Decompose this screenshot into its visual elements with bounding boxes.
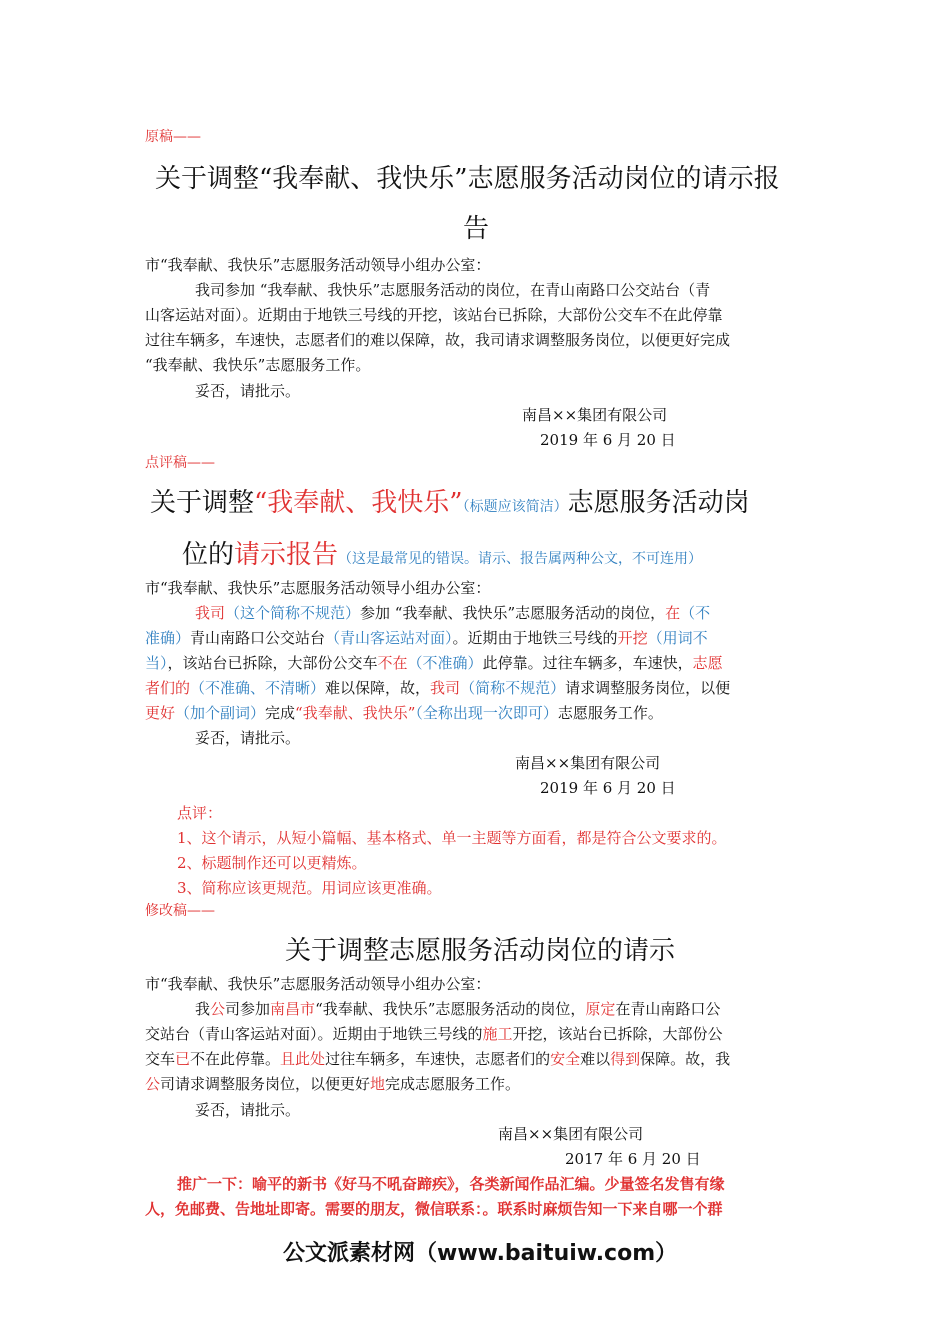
revised-text: “我奉献、我快乐”志愿服务活动的岗位，: [315, 1000, 586, 1018]
revised-body-line: [145, 1023, 723, 1044]
revised-text: 在青山南路口公: [615, 1000, 721, 1018]
review-flag: 我司: [195, 604, 226, 622]
revised-text: 过往车辆多，车速快，志愿者们的: [325, 1050, 551, 1068]
review-date: 2019 年 6 月 20 日: [540, 779, 676, 797]
review-text: 此停靠。过往车辆多，车速快，: [482, 654, 693, 672]
review-note: （用词不: [647, 629, 708, 647]
promo-line2: 人，免邮费、告地址即寄。需要的朋友，微信联系：。联系时麻烦告知一下来自哪一个群: [145, 1200, 723, 1218]
review-flag: 者们的: [145, 679, 191, 697]
revised-body-line: [145, 1048, 730, 1069]
review-note: （简称不规范）: [460, 679, 566, 697]
review-closing: 妥否，请批示。: [195, 729, 301, 747]
review-flag: 更好: [145, 704, 176, 722]
original-body-line: “我奉献、我快乐”志愿服务工作。: [145, 356, 371, 374]
review-title-line1: [150, 482, 750, 519]
review-text: 青山南路口公交站台: [190, 629, 326, 647]
revised-closing: 妥否，请批示。: [195, 1101, 301, 1119]
review-note: （青山客运站对面）: [325, 629, 453, 647]
original-body-line: 我司参加 “我奉献、我快乐”志愿服务活动的岗位，在青山南路口公交站台（青: [195, 281, 711, 299]
review-note: （这个简称不规范）: [225, 604, 361, 622]
site-footer[interactable]: 公文派素材网（www.baituiw.com）: [283, 1241, 678, 1266]
revised-body-line: [195, 998, 720, 1019]
review-text: 完成: [265, 704, 296, 722]
revised-edit: 公: [210, 1000, 226, 1018]
review-body-line: [145, 627, 708, 648]
review-title-note: （这是最常见的错误。请示、报告属两种公文，不可连用）: [338, 551, 703, 567]
revised-label: 修改稿——: [145, 903, 215, 919]
review-text: 参加 “我奉献、我快乐”志愿服务活动的岗位，: [360, 604, 666, 622]
revised-text: 保障。故，我: [640, 1050, 731, 1068]
revised-edit: 地: [370, 1075, 386, 1093]
original-body-line: 山客运站对面）。近期由于地铁三号线的开挖，该站台已拆除，大部份公交车不在此停靠: [145, 306, 723, 324]
promo-line1: 推广一下：喻平的新书《好马不吼奋蹄疾》，各类新闻作品汇编。少量签名发售有缘: [177, 1175, 725, 1193]
review-label: 点评稿——: [145, 455, 215, 471]
original-closing: 妥否，请批示。: [195, 382, 301, 400]
review-body-line: [195, 602, 710, 623]
revised-edit: 施工: [482, 1025, 513, 1043]
original-label: 原稿——: [145, 129, 201, 145]
review-comment: 3、简称应该更规范。用词应该更准确。: [177, 879, 442, 897]
revised-text: 难以: [580, 1050, 611, 1068]
revised-date: 2017 年 6 月 20 日: [565, 1150, 701, 1168]
review-title-line2: [182, 534, 702, 571]
revised-body-line: [145, 1073, 520, 1094]
revised-edit: 且此处: [280, 1050, 326, 1068]
review-note: 准确）: [145, 629, 191, 647]
review-text: 。近期由于地铁三号线的: [452, 629, 618, 647]
revised-edit: 原定: [585, 1000, 616, 1018]
revised-edit: 得到: [610, 1050, 641, 1068]
review-body-line: [145, 652, 723, 673]
review-flag: “我奉献、我快乐”: [295, 704, 416, 722]
original-date: 2019 年 6 月 20 日: [540, 431, 676, 449]
review-note: （不准确、不清晰）: [190, 679, 326, 697]
review-flag: 开挖: [617, 629, 648, 647]
review-title-part: 位的: [182, 540, 235, 570]
review-flag: 在: [665, 604, 681, 622]
review-body-line: [145, 677, 730, 698]
revised-title: 关于调整志愿服务活动岗位的请示: [285, 936, 676, 966]
review-text: 志愿服务工作。: [557, 704, 663, 722]
review-comment: 1、这个请示，从短小篇幅、基本格式、单一主题等方面看，都是符合公文要求的。: [177, 829, 727, 847]
review-comment: 2、标题制作还可以更精炼。: [177, 854, 367, 872]
revised-text: 不在此停靠。: [190, 1050, 281, 1068]
review-flag: 不在: [377, 654, 408, 672]
revised-text: 司请求调整服务岗位，以便更好: [160, 1075, 371, 1093]
review-note: （不: [680, 604, 711, 622]
review-note: （不准确）: [407, 654, 483, 672]
original-title-line2: 告: [463, 214, 490, 244]
review-company: 南昌××集团有限公司: [515, 754, 661, 772]
original-title-line1: 关于调整“我奉献、我快乐”志愿服务活动岗位的请示报: [155, 164, 780, 194]
review-title-highlight: “我奉献、我快乐”: [254, 488, 463, 518]
revised-addressee: 市“我奉献、我快乐”志愿服务活动领导小组办公室：: [145, 975, 491, 993]
revised-text: 完成志愿服务工作。: [385, 1075, 521, 1093]
revised-text: 司参加: [225, 1000, 271, 1018]
revised-edit: 已: [175, 1050, 191, 1068]
review-note: 当）: [145, 654, 168, 672]
original-addressee: 市“我奉献、我快乐”志愿服务活动领导小组办公室：: [145, 256, 491, 274]
review-title-note: （标题应该简洁）: [462, 499, 568, 515]
revised-edit: 南昌市: [270, 1000, 316, 1018]
revised-text: 交站台（青山客运站对面）。近期由于地铁三号线的: [145, 1025, 483, 1043]
review-text: ，该站台已拆除，大部份公交车: [167, 654, 378, 672]
revised-text: 我: [195, 1000, 211, 1018]
review-text: 请求调整服务岗位，以便: [565, 679, 731, 697]
original-body-line: 过往车辆多，车速快，志愿者们的难以保障，故，我司请求调整服务岗位，以便更好完成: [145, 331, 731, 349]
revised-edit: 公: [145, 1075, 161, 1093]
review-note: （全称出现一次即可）: [415, 704, 558, 722]
revised-text: 交车: [145, 1050, 176, 1068]
revised-company: 南昌××集团有限公司: [498, 1125, 644, 1143]
review-flag: 志愿: [692, 654, 723, 672]
review-title-highlight: 请示报告: [234, 540, 339, 570]
review-addressee: 市“我奉献、我快乐”志愿服务活动领导小组办公室：: [145, 579, 491, 597]
original-company: 南昌××集团有限公司: [522, 406, 668, 424]
revised-edit: 安全: [550, 1050, 581, 1068]
review-comment-title: 点评：: [177, 804, 223, 822]
revised-text: 开挖，该站台已拆除，大部份公: [512, 1025, 723, 1043]
review-title-part: 关于调整: [150, 488, 255, 518]
review-body-line: [145, 702, 663, 723]
review-flag: 我司: [430, 679, 461, 697]
review-title-part: 志愿服务活动岗: [567, 488, 750, 518]
review-text: 难以保障，故，: [325, 679, 431, 697]
review-note: （加个副词）: [175, 704, 266, 722]
